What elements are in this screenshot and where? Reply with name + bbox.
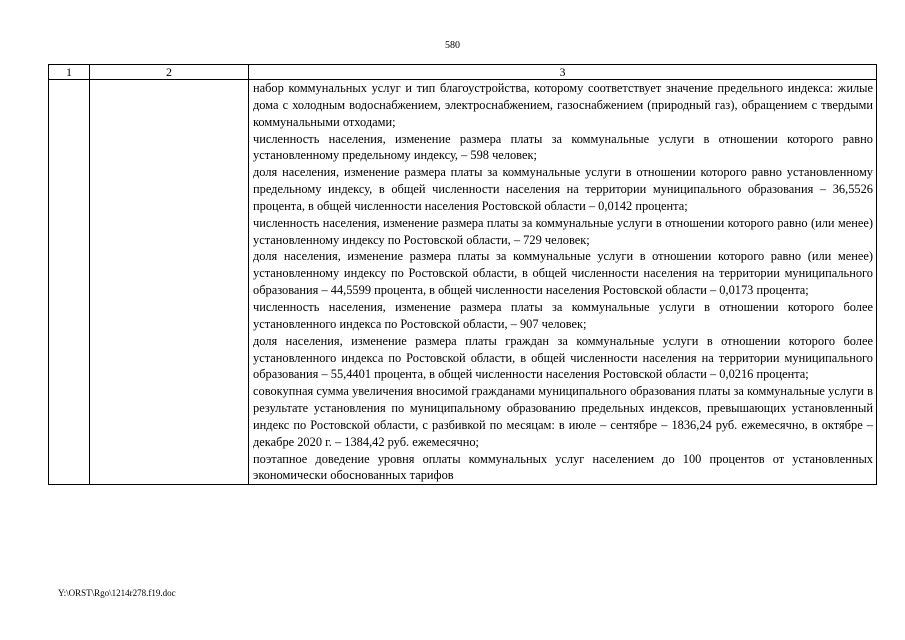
paragraph-gradual-payment: поэтапное доведение уровня оплаты коммунальных услуг населением до 100 процентов от установленных экономически обоснованных тарифов xyxy=(253,451,873,483)
cell-col-1 xyxy=(49,80,90,485)
paragraph-share-less-regional: доля населения, изменение размера платы за коммунальные услуги в отношении которого равно (или менее) установленному индексу по Ростовской области, в общей численности населения на территории муниципального образования – 44,5599 процента, в общей численности населения Ростовской области – 0,0173 процента; xyxy=(253,249,873,298)
paragraph-population-less-regional: численность населения, изменение размера платы за коммунальные услуги в отношении которого равно (или менее) установленному индексу по Ростовской области, – 729 человек; xyxy=(253,215,873,247)
paragraph-share-above-regional: доля населения, изменение размера платы граждан за коммунальные услуги в отношении которого более установленного индекса по Ростовской области, в общей численности населения на территории муниципального образования – 55,4401 процента, в общей численности населения Ростовской области – 0,0216 процента; xyxy=(253,333,873,382)
header-col-2: 2 xyxy=(90,65,249,80)
table-header-row xyxy=(49,65,877,80)
footer-file-path: Y:\ORST\Rgo\1214r278.f19.doc xyxy=(58,588,176,598)
paragraph-population-equal-index: численность населения, изменение размера платы за коммунальные услуги в отношении которого равно установленному предельному индексу, – 598 человек; xyxy=(253,131,873,163)
document-table xyxy=(48,64,877,485)
paragraph-population-above-regional: численность населения, изменение размера платы за коммунальные услуги в отношении которого более установленного индекса по Ростовской области, – 907 человек; xyxy=(253,299,873,331)
table-row xyxy=(49,80,877,485)
cell-col-2 xyxy=(90,80,249,485)
header-col-1: 1 xyxy=(49,65,90,80)
cell-col-3 xyxy=(249,80,877,485)
paragraph-total-increase: совокупная сумма увеличения вносимой гражданами муниципального образования платы за коммунальные услуги в результате установления по муниципальному образованию предельных индексов, превышающих установленный индекс по Ростовской области, с разбивкой по месяцам: в июле – сентябре – 1836,24 руб. ежемесячно, в октябре – декабре 2020 г. – 1384,42 руб. ежемесячно; xyxy=(253,384,873,449)
header-col-3: 3 xyxy=(249,65,877,80)
paragraph-utility-set: набор коммунальных услуг и тип благоустройства, которому соответствует значение предельного индекса: жилые дома с холодным водоснабжением, электроснабжением, газоснабжением (природный газ), обращением с твердыми коммунальными отходами; xyxy=(253,81,873,129)
page-number: 580 xyxy=(445,40,460,51)
paragraph-share-equal-index: доля населения, изменение размера платы за коммунальные услуги в отношении которого равно установленному предельному индексу, в общей численности населения на территории муниципального образования – 36,5526 процента, в общей численности населения Ростовской области – 0,0142 процента; xyxy=(253,165,873,213)
